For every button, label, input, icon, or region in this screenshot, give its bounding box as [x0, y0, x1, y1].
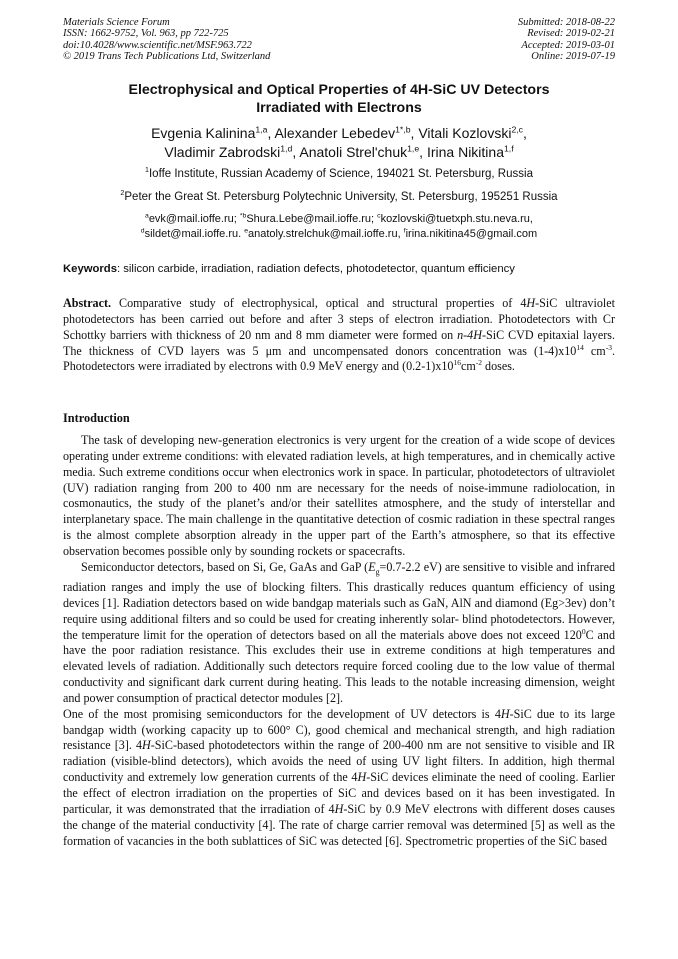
keywords-text: : silicon carbide, irradiation, radiation defects, photodetector, quantum efficiency: [117, 263, 515, 275]
email-sup: *b: [239, 212, 247, 220]
author-name: Irina Nikitina: [426, 144, 504, 160]
intro-text: -SiC by 0.9 MeV electrons with different doses causes the change of the material conductivity [4]. The rate of charge carrier removal was determined [5] as well as the formation of vacancies in the both sublattices of SiC was detected [6]. Spectrometric properties of the SiC based: [63, 801, 615, 848]
abstract-italic: n-4H: [457, 327, 482, 342]
author-name: Alexander Lebedev: [274, 125, 396, 141]
email-line-2: [63, 227, 615, 242]
paper-title-line1: Electrophysical and Optical Properties of 4H-SiC UV Detectors: [128, 82, 550, 98]
intro-text: One of the most promising semiconductors for the development of UV detectors is 4: [63, 706, 501, 721]
date-submitted: Submitted: 2018-08-22: [517, 17, 615, 28]
email-line-1: [63, 212, 615, 227]
intro-italic: H: [500, 706, 510, 721]
affiliation-1: [63, 167, 615, 181]
section-title: Introduction: [63, 411, 130, 425]
intro-text: -SiC devices eliminate the need of cooling. Earlier the effect of electron irradiation on the properties of SiC and devices based on it has been investigated. In particular, it was demonstrated that the irradiation of 4: [63, 770, 616, 816]
intro-text: =0.7-2.2 eV) are sensitive to visible and infrared radiation ranges and imply the use of blocking filters. This drastically reduces quantum efficiency of using devices [1]. Radiation detectors based on wide bandgap materials such as GaN, AlN and diamond (Eg>3ev) don’t require using additional filters and so could be used for creating inherently solar- blind photodetectors. However, the temperature limit for the operation of detectors based on all the materials above does not exceed 120: [63, 559, 615, 642]
journal-copyright: © 2019 Trans Tech Publications Ltd, Switzerland: [63, 50, 271, 62]
abstract-text: -SiC ultraviolet photodetectors has been carried out before and after 3 steps of electron irradiation. Photodetectors with Cr Schottky barriers with thickness of 20 nm and 8 mm diameter were formed on: [63, 296, 615, 342]
date-accepted: Accepted: 2019-03-01: [521, 39, 615, 51]
intro-italic: H: [357, 770, 367, 785]
abstract-text: cm: [460, 359, 476, 374]
intro-italic: E: [368, 559, 376, 574]
email-sup: e: [244, 226, 249, 234]
intro-paragraph-1: The task of developing new-generation electronics is very urgent for the creation of a wide scope of devices operating under extreme conditions: with elevated radiation levels, at high temperatures, and in chemically active media. Such extreme conditions occur when electronics work in space. In particular, photodetectors of ultraviolet (UV) radiation ranging from 200 to 400 nm are necessary for the needs of noise-immune radiolocation, in cosmonautics, the study of the planet’s and/or their satellites atmosphere, and the study of interstellar and interplanetary space. The main challenge in the quantitative detection of cosmic radiation in these spectral ranges is the almost complete absorption already in the upper part of the Earth’s atmosphere, so that its effective observation becomes possible only by sounding rockets or spacecrafts.: [63, 433, 615, 558]
author-sup: 1,f: [503, 143, 514, 154]
abstract-text: . Photodetectors were irradiated by electrons with 0.9 MeV energy and (0.2-1)x10: [63, 343, 615, 374]
journal-doi: doi:10.4028/www.scientific.net/MSF.963.722: [63, 39, 252, 51]
author-name: Evgenia Kalinina: [151, 125, 256, 141]
email-sup: c: [377, 212, 381, 220]
intro-sup: 0: [581, 626, 586, 636]
email-sup: a: [145, 212, 149, 220]
abstract-text: -SiC CVD epitaxial layers. The thickness of CVD layers was 5 μm and uncompensated donors concentration was (1-4)x10: [63, 327, 615, 358]
intro-italic: H: [142, 738, 151, 753]
author-sep: ,: [292, 144, 300, 160]
author-sup: 1,e: [407, 143, 420, 154]
author-name: Vladimir Zabrodski: [164, 144, 281, 160]
intro-italic: H: [334, 801, 344, 816]
affiliation-2: [63, 190, 615, 204]
affiliation-sup: 2: [120, 189, 125, 198]
abstract-italic: H: [526, 296, 536, 310]
email-link[interactable]: Shura.Lebe@mail.ioffe.ru;: [246, 213, 378, 225]
email-link[interactable]: sildet@mail.ioffe.ru.: [144, 227, 245, 240]
introduction-body: [63, 433, 615, 849]
keywords-label: Keywords: [63, 263, 117, 275]
article-dates: [518, 17, 615, 62]
paper-title: [63, 82, 615, 117]
email-link[interactable]: kozlovski@tuetxph.stu.neva.ru,: [380, 213, 533, 225]
author-name: Vitali Kozlovski: [418, 125, 512, 141]
email-sup: f: [403, 226, 406, 234]
author-line-1: [63, 124, 615, 143]
author-sup: 1,a: [255, 124, 268, 135]
date-online: Online: 2019-07-19: [531, 50, 615, 62]
affiliation-text: Ioffe Institute, Russian Academy of Science, 194021 St. Petersburg, Russia: [148, 168, 533, 180]
author-sep: ,: [419, 144, 427, 160]
abstract-sup: -2: [475, 358, 483, 368]
abstract-sup: 14: [576, 342, 584, 352]
author-sup: 1*,b: [395, 124, 411, 135]
affiliation-text: Peter the Great St. Petersburg Polytechnic University, St. Petersburg, 195251 Russia: [124, 191, 558, 203]
email-sup: d: [140, 226, 145, 234]
journal-info: [63, 17, 270, 62]
affiliation-sup: 1: [145, 166, 149, 175]
intro-paragraph-3: [63, 707, 615, 850]
email-link[interactable]: irina.nikitina45@gmail.com: [405, 227, 538, 240]
paper-title-line2: Irradiated with Electrons: [256, 99, 422, 116]
intro-sub: g: [375, 567, 380, 577]
abstract-text: cm: [583, 343, 606, 358]
abstract-text: doses.: [482, 359, 515, 374]
email-list: [63, 212, 615, 241]
email-link[interactable]: anatoly.strelchuk@mail.ioffe.ru,: [248, 227, 404, 240]
author-sep: ,: [267, 125, 275, 141]
author-list: [63, 124, 615, 162]
intro-text: -SiC due to its large bandgap width (working capacity up to 600° C), good chemical and mechanical strength, and high radiation resistance [3]. 4: [63, 706, 615, 753]
intro-text: C and have the poor radiation resistance. This excludes their use in extreme conditions at high temperatures and elevated levels of radiation. Additionally such detectors require forced cooling due to the low value of thermal conductivity and significant dark current during heating. This leads to the notable increasing dimension, weight and power consumption of practical detector modules [2].: [63, 627, 615, 705]
author-name: Anatoli Strel'chuk: [299, 144, 408, 160]
author-sep: ,: [523, 125, 527, 141]
intro-paragraph-2: [63, 560, 615, 707]
journal-name: Materials Science Forum: [63, 17, 170, 28]
keywords: [63, 262, 615, 276]
abstract-text: Comparative study of electrophysical, optical and structural properties of 4: [111, 296, 527, 310]
author-sup: 1,d: [280, 143, 293, 154]
author-sup: 2,c: [511, 124, 524, 135]
journal-issn: ISSN: 1662-9752, Vol. 963, pp 722-725: [63, 28, 229, 40]
intro-text: Semiconductor detectors, based on Si, Ge, GaAs and GaP (: [81, 559, 369, 574]
date-revised: Revised: 2019-02-21: [527, 28, 615, 40]
email-link[interactable]: evk@mail.ioffe.ru;: [148, 213, 240, 225]
abstract-label: Abstract.: [63, 296, 112, 310]
intro-text: -SiC-based photodetectors within the range of 200-400 nm are not sensitive to visible and IR radiation (visible-blind detectors), which avoids the need of using UV light filters. In addition, high thermal conductivity and extremely low generation currents of the 4: [63, 738, 615, 785]
abstract-sup: 16: [453, 358, 461, 368]
author-sep: ,: [410, 125, 419, 141]
author-line-2: [63, 143, 615, 162]
abstract-sup: -3: [605, 342, 612, 352]
abstract: [63, 296, 615, 375]
